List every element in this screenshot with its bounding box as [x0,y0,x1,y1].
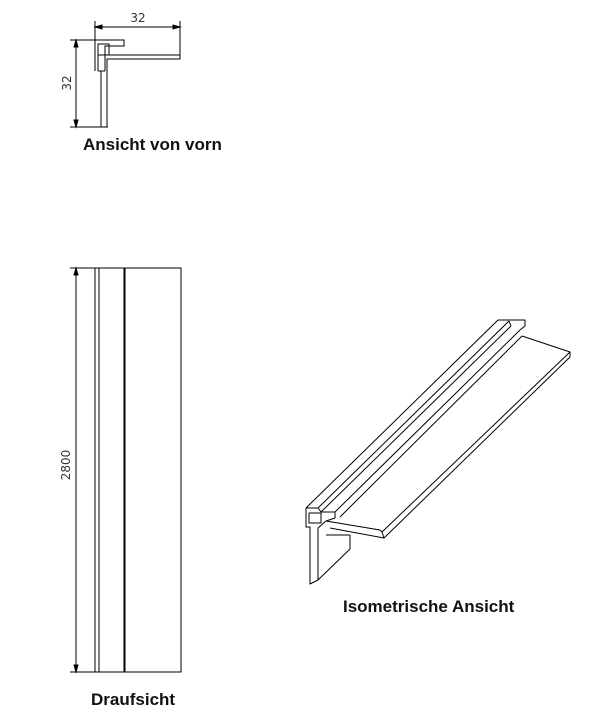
length-dimension-label: 2800 [59,449,73,481]
top-view-caption: Draufsicht [91,690,176,709]
top-view-outline [95,268,181,672]
width-dimension [95,11,180,55]
front-view [60,11,180,127]
length-dimension [59,268,95,672]
isometric-view-caption: Isometrische Ansicht [343,597,515,616]
height-dimension-label: 32 [60,75,74,91]
front-view-caption: Ansicht von vorn [83,135,222,154]
width-dimension-label: 32 [130,11,146,25]
top-view [59,268,181,672]
isometric-view [306,320,570,584]
profile-section [95,40,180,127]
